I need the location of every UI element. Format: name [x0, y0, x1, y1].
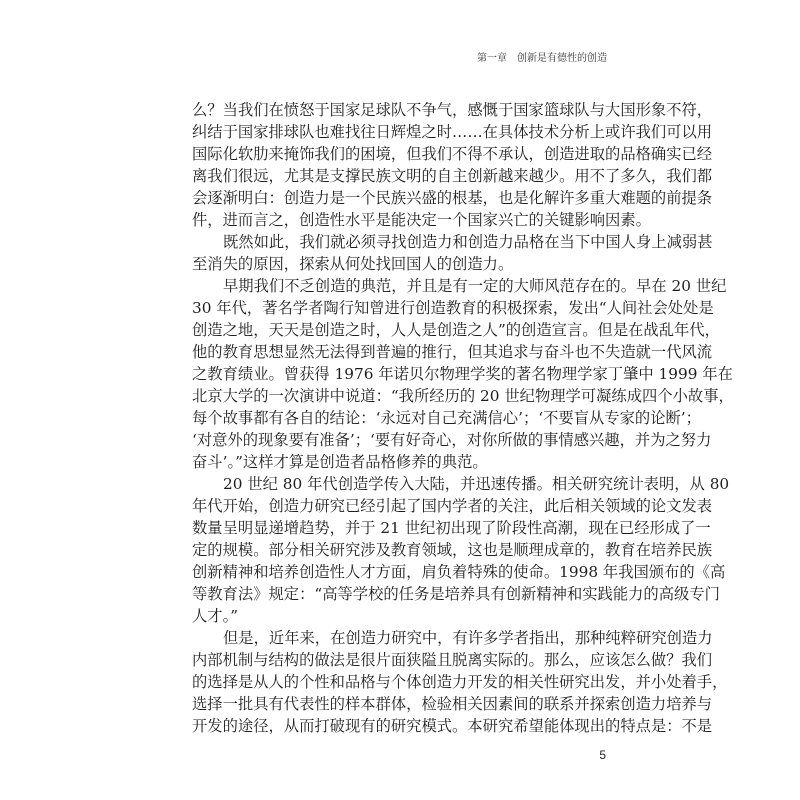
text-line: 早期我们不乏创造的典范，并且是有一定的大师风范存在的。早在 20 世纪 — [223, 277, 727, 295]
text-line: 纠结于国家排球队也难找往日辉煌之时……在具体技术分析上或许我们可以用 — [192, 123, 713, 141]
text-line: 开发的途径，从而打破现有的研究模式。本研究希望能体现出的特点是：不是 — [192, 717, 713, 735]
text-line: 数量呈明显递增趋势，并于 21 世纪初出现了阶段性高潮，现在已经形成了一 — [192, 519, 711, 537]
text-line: 奋斗’。”这样才算是创造者品格修养的典范。 — [192, 453, 488, 471]
text-line: 的选择是从人的个性和品格与个体创造力开发的相关性研究出发，并小处着手， — [192, 673, 728, 691]
text-line: 创新精神和培养创造性人才方面，肩负着特殊的使命。1998 年我国颁布的《高 — [192, 563, 726, 581]
text-line: 选择一批具有代表性的样本群体，检验相关因素间的联系并探索创造力培养与 — [192, 695, 713, 713]
text-line: 每个故事都有各自的结论：‘永远对自己充满信心’；‘不要盲从专家的论断’； — [192, 409, 701, 427]
text-line: 人才。” — [192, 607, 239, 625]
text-line: 他的教育思想显然无法得到普遍的推行，但其追求与奋斗也不失造就一代风流 — [192, 343, 713, 361]
text-line: 等教育法》规定：“高等学校的任务是培养具有创新精神和实践能力的高级专门 — [192, 585, 720, 603]
paragraph — [192, 627, 728, 737]
text-line: 30 年代，著名学者陶行知曾进行创造教育的积极探索，发出“人间社会处处是 — [192, 299, 714, 317]
text-line: 么？当我们在愤怒于国家足球队不争气，感慨于国家篮球队与大国形象不符， — [192, 101, 713, 119]
paragraph — [192, 231, 713, 275]
paragraph — [192, 275, 734, 473]
text-line: 但是，近年来，在创造力研究中，有许多学者指出，那种纯粹研究创造力 — [223, 629, 713, 647]
text-line: 会逐渐明白：创造力是一个民族兴盛的根基，也是化解许多重大难题的前提条 — [192, 189, 713, 207]
page-number: 5 — [599, 748, 606, 762]
text-line: 20 世纪 80 年代创造学传入大陆，并迅速传播。相关研究统计表明，从 80 — [223, 475, 730, 493]
text-line: 离我们很远，尤其是支撑民族文明的自主创新越来越少。用不了多久，我们都 — [192, 167, 713, 185]
running-header: 第一章 创新是有德性的创造 — [477, 53, 607, 64]
text-line: 之教育绩业。曾获得 1976 年诺贝尔物理学奖的著名物理学家丁肇中 1999 年在 — [192, 365, 733, 383]
text-line: 北京大学的一次演讲中说道：“我所经历的 20 世纪物理学可凝练成四个小故事， — [192, 387, 734, 405]
body-text — [192, 99, 734, 737]
text-line: 件，进而言之，创造性水平是能决定一个国家兴亡的关键影响因素。 — [192, 211, 651, 229]
text-line: 定的规模。部分相关研究涉及教育领域，这也是顺理成章的，教育在培养民族 — [192, 541, 713, 559]
text-line: 国际化软肋来掩饰我们的困境，但我们不得不承认，创造进取的品格确实已经 — [192, 145, 713, 163]
text-line: 创造之地，天天是创造之时，人人是创造之人”的创造宣言。但是在战乱年代， — [192, 321, 720, 339]
text-line: 至消失的原因，探索从何处找回国人的创造力。 — [192, 255, 514, 273]
text-line: 既然如此，我们就必须寻找创造力和创造力品格在当下中国人身上减弱甚 — [223, 233, 713, 251]
paragraph — [192, 99, 713, 231]
text-line: ‘对意外的现象要有准备’；‘要有好奇心，对你所做的事情感兴趣，并为之努力 — [192, 431, 712, 449]
paragraph — [192, 473, 730, 627]
text-line: 内部机制与结构的做法是很片面狭隘且脱离实际的。那么，应该怎么做？我们 — [192, 651, 713, 669]
text-line: 年代开始，创造力研究已经引起了国内学者的关注，此后相关领域的论文发表 — [192, 497, 713, 515]
